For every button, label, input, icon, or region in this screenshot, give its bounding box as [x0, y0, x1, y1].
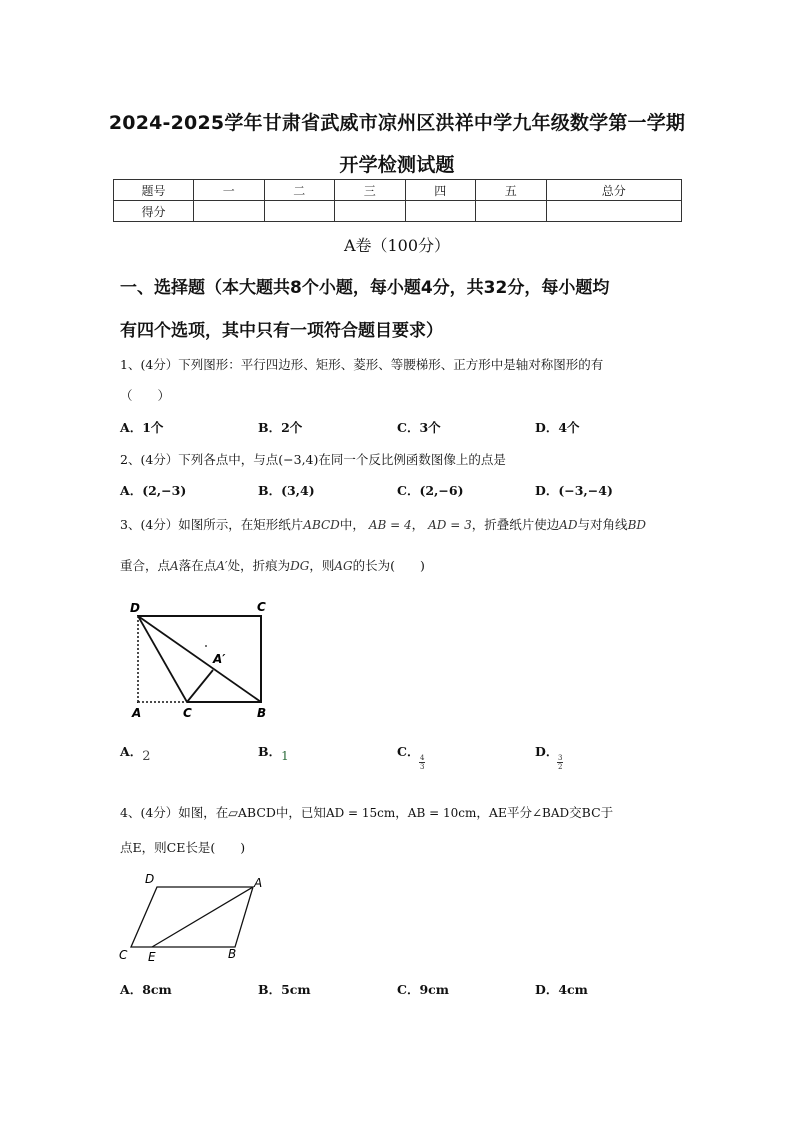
question-3-option-d[interactable] — [535, 742, 563, 771]
q3-math: AD = 3 — [428, 518, 472, 532]
fraction-numerator: 4 — [420, 754, 425, 762]
section-heading-line2: 有四个选项，其中只有一项符合题目要求） — [120, 321, 443, 341]
fraction-denominator: 2 — [558, 763, 563, 771]
question-4-option-d[interactable]: D．4cm — [535, 982, 588, 997]
q3-math: A′ — [216, 559, 228, 573]
option-label: D． — [535, 744, 559, 759]
q4-text: 交BC于 — [569, 805, 614, 820]
fraction — [557, 754, 563, 771]
label-b: B — [228, 947, 237, 961]
q3-math: ABCD — [303, 518, 340, 532]
label-b: B — [257, 706, 267, 720]
volume-heading: A卷（100分） — [343, 236, 451, 255]
question-2-option-d[interactable]: D．(−3,−4) — [535, 483, 613, 498]
q3-text: 的长为( ) — [352, 558, 425, 573]
label-a: A — [254, 876, 263, 890]
q3-text: 重合，点 — [120, 558, 171, 573]
option-value: 2 — [142, 749, 151, 764]
label-e: E — [148, 950, 156, 964]
score-table-header-cell: 二 — [264, 180, 335, 201]
question-1-option-a[interactable]: A．1个 — [120, 420, 164, 435]
question-1-option-d[interactable]: D．4个 — [535, 420, 580, 435]
q3-text: ，则 — [309, 558, 335, 573]
question-4-option-b[interactable]: B．5cm — [258, 982, 311, 997]
q4-math: AD = 15cm — [325, 806, 396, 820]
stray-dot — [205, 645, 207, 647]
q3-math: AD — [559, 518, 578, 532]
score-table-header-cell: 题号 — [114, 180, 194, 201]
question-3-option-a[interactable] — [120, 742, 151, 764]
q3-math: BD — [627, 518, 647, 532]
question-4-option-a[interactable]: A．8cm — [120, 982, 172, 997]
parallelogram-outline — [131, 887, 253, 947]
question-4-line1 — [120, 803, 613, 821]
score-cell[interactable] — [546, 201, 682, 222]
q3-math: AG — [334, 559, 353, 573]
q3-text: 3、(4分）如图所示，在矩形纸片 — [120, 517, 304, 532]
question-1-option-c[interactable]: C．3个 — [397, 420, 441, 435]
score-cell[interactable] — [264, 201, 335, 222]
score-table-row-label: 得分 — [114, 201, 194, 222]
q4-text: 4、(4分）如图，在▱ABCD中，已知 — [120, 805, 326, 820]
fold-line-dg — [138, 616, 187, 702]
label-c: C — [119, 948, 128, 962]
q3-text: 与对角线 — [577, 517, 628, 532]
question-2-text: 2、(4分）下列各点中，与点(−3,4)在同一个反比例函数图像上的点是 — [120, 452, 506, 467]
option-label: C． — [397, 744, 420, 759]
score-table-header-cell: 三 — [335, 180, 406, 201]
score-table-header-row — [114, 180, 682, 201]
question-3-option-b[interactable] — [258, 742, 289, 763]
section-heading-line1: 一、选择题（本大题共8个小题，每小题4分，共32分，每小题均 — [120, 278, 610, 298]
label-a-prime: A′ — [213, 652, 226, 666]
fraction-numerator: 3 — [558, 754, 563, 762]
score-cell[interactable] — [405, 201, 476, 222]
score-table-header-cell: 总分 — [546, 180, 682, 201]
question-4-line2: 点E，则CE长是( ) — [120, 840, 246, 855]
score-table — [113, 179, 682, 222]
score-cell[interactable] — [476, 201, 547, 222]
fraction-denominator: 3 — [420, 763, 425, 771]
question-1-text: 1、(4分）下列图形：平行四边形、矩形、菱形、等腰梯形、正方形中是轴对称图形的有 — [120, 357, 604, 372]
q4-text: ， — [395, 805, 408, 820]
q3-text: ， — [411, 517, 425, 532]
label-c: C — [257, 600, 266, 614]
q3-math: AB = 4 — [368, 518, 412, 532]
page-title-line2: 开学检测试题 — [339, 154, 455, 176]
label-a: A — [132, 706, 142, 720]
score-table-header-cell: 一 — [194, 180, 265, 201]
question-4-option-c[interactable]: C．9cm — [397, 982, 449, 997]
question-3-line1 — [120, 515, 646, 533]
q3-text: 落在点 — [178, 558, 217, 573]
diagonal-db — [138, 616, 261, 702]
question-3-figure — [120, 598, 280, 723]
q4-text: ，AE平分 — [476, 805, 532, 820]
option-label: B． — [258, 744, 282, 759]
question-2-option-c[interactable]: C．(2,−6) — [397, 483, 464, 498]
q3-math: DG — [290, 559, 310, 573]
score-table-score-row — [114, 201, 682, 222]
q4-math: ∠BAD — [532, 806, 570, 820]
question-1-paren: （ ） — [120, 388, 171, 403]
score-table-header-cell: 五 — [476, 180, 547, 201]
option-label: A． — [120, 744, 143, 759]
question-1-option-b[interactable]: B．2个 — [258, 420, 303, 435]
option-value: 1 — [281, 749, 289, 763]
question-4-figure — [115, 870, 275, 965]
score-cell[interactable] — [194, 201, 265, 222]
question-3-line2 — [120, 556, 425, 574]
label-d: D — [130, 601, 140, 615]
score-table-header-cell: 四 — [405, 180, 476, 201]
page-title-line1: 2024-2025学年甘肃省武威市凉州区洪祥中学九年级数学第一学期 — [108, 112, 686, 134]
q3-math: A — [170, 559, 179, 573]
label-d: D — [145, 872, 155, 886]
score-cell[interactable] — [335, 201, 406, 222]
q3-text: 处，折痕为 — [227, 558, 291, 573]
label-g: C — [183, 706, 192, 720]
q3-text: 中， — [339, 517, 365, 532]
fraction — [419, 754, 425, 771]
question-3-option-c[interactable] — [397, 742, 425, 771]
question-2-option-a[interactable]: A．(2,−3) — [120, 483, 187, 498]
q3-text: ，折叠纸片使边 — [471, 517, 560, 532]
q4-math: AB = 10cm — [407, 806, 477, 820]
question-2-option-b[interactable]: B．(3,4) — [258, 483, 315, 498]
segment-ga — [187, 670, 213, 702]
